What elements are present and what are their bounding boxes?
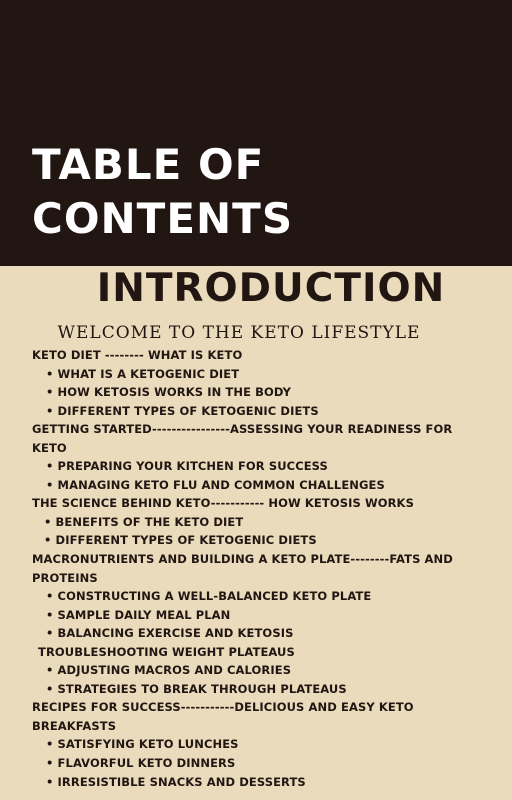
toc-entry: GETTING STARTED----------------ASSESSING YOUR READINESS FOR KETO	[32, 422, 453, 455]
toc-subentry: • DIFFERENT TYPES OF KETOGENIC DIETS	[44, 533, 317, 548]
toc-subentry: • FLAVORFUL KETO DINNERS	[46, 756, 236, 771]
toc-entry: KETO DIET -------- WHAT IS KETO	[32, 348, 243, 362]
toc-subentry: • SATISFYING KETO LUNCHES	[46, 737, 239, 752]
toc-entry: THE SCIENCE BEHIND KETO----------- HOW KETOSIS WORKS	[32, 496, 414, 511]
title-line-2: CONTENTS	[32, 194, 294, 243]
toc-list	[32, 346, 472, 791]
toc-subentry: • HOW KETOSIS WORKS IN THE BODY	[46, 385, 292, 400]
toc-entry: RECIPES FOR SUCCESS-----------DELICIOUS AND EASY KETO BREAKFASTS	[32, 700, 414, 733]
toc-subentry: • IRRESISTIBLE SNACKS AND DESSERTS	[46, 774, 306, 789]
title-line-1: TABLE OF	[32, 140, 265, 189]
toc-subentry: • BENEFITS OF THE KETO DIET	[44, 514, 244, 529]
toc-subentry: • SAMPLE DAILY MEAL PLAN	[46, 607, 231, 622]
header-band	[0, 0, 512, 266]
toc-subentry: • STRATEGIES TO BREAK THROUGH PLATEAUS	[46, 681, 347, 696]
toc-entry: MACRONUTRIENTS AND BUILDING A KETO PLATE--------FATS AND PROTEINS	[32, 552, 453, 585]
toc-subentry: • DIFFERENT TYPES OF KETOGENIC DIETS	[46, 403, 319, 418]
toc-subentry: • CONSTRUCTING A WELL-BALANCED KETO PLATE	[46, 589, 372, 604]
section-heading-introduction: INTRODUCTION	[96, 266, 446, 311]
section-subheading: WELCOME TO THE KETO LIFESTYLE	[57, 323, 421, 343]
page-title	[32, 138, 293, 246]
toc-subentry: • ADJUSTING MACROS AND CALORIES	[46, 663, 292, 678]
toc-subentry: • PREPARING YOUR KITCHEN FOR SUCCESS	[46, 459, 328, 474]
toc-subentry: • WHAT IS A KETOGENIC DIET	[46, 366, 240, 381]
toc-subentry: • MANAGING KETO FLU AND COMMON CHALLENGES	[46, 477, 385, 492]
toc-subentry: • BALANCING EXERCISE AND KETOSIS	[46, 626, 294, 641]
toc-entry: TROUBLESHOOTING WEIGHT PLATEAUS	[38, 644, 295, 659]
